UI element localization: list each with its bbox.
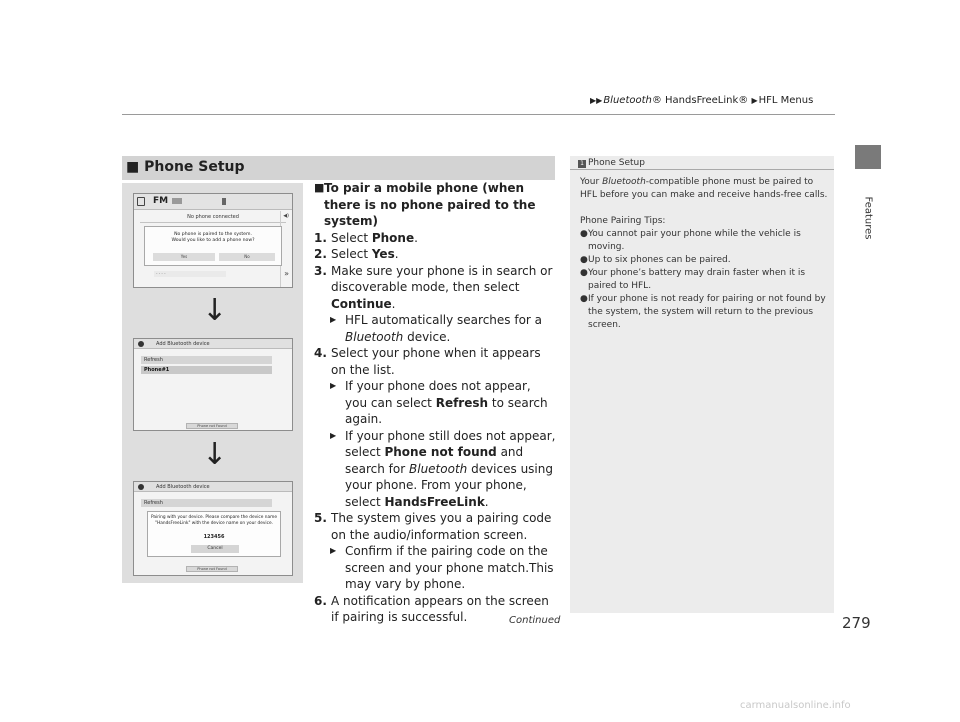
tip-item: ● Up to six phones can be paired. [580,255,731,265]
header-arrows: ▶▶ [590,96,603,105]
phone-list-item[interactable]: Phone#1 [141,366,272,374]
down-arrow-icon: ↓ [202,437,228,472]
result-arrow-icon: ▶ [330,315,337,324]
header-bluetooth: Bluetooth [603,95,652,106]
screen-pairing-code [133,481,293,576]
section-title-bar [122,156,555,180]
result-arrow-icon: ▶ [330,381,337,390]
tip-item: ● Your phone’s battery may drain faster when it is paired to HFL. [580,268,806,291]
note-box [570,156,834,613]
phone-not-found-button[interactable]: Phone not Found [186,423,238,429]
screen-title: Add Bluetooth device [156,484,210,490]
result-arrow-icon: ▶ [330,546,337,555]
step-5: 5. The system gives you a pairing code on the audio/information screen. [314,511,552,542]
page-number: 279 [842,614,871,632]
add-phone-dialog [144,226,282,266]
battery-icon [222,198,226,205]
header-hfl: ® HandsFreeLink® [651,95,749,106]
chapter-label: Features [862,196,874,240]
screen-add-device [133,338,293,431]
chevron-down-icon[interactable]: » [284,269,289,278]
step-3-result: ▶ HFL automatically searches for a Bluetooth device. [330,313,543,344]
continued-label: Continued [509,615,561,626]
screen-header [134,339,292,349]
step-3: 3. Make sure your phone is in search or discoverable mode, then select Continue. [314,263,553,311]
running-header [590,95,813,106]
section-title: ■ Phone Setup [126,159,245,175]
step-4-note-2: ▶ If your phone still does not appear, select Phone not found and search for Bluetooth devices using your phone. From your phone, select HandsFreeLink. [330,428,556,509]
result-arrow-icon: ▶ [330,430,337,440]
instructions [314,180,556,626]
note-divider [570,169,834,170]
step-6: 6. A notification appears on the screen if pairing is successful. [314,593,549,624]
bullet-icon: ● [580,268,588,278]
dialog-message: No phone is paired to the system. Would you like to add a phone now? [171,232,255,243]
header-arrow: ▶ [751,96,758,105]
no-button[interactable]: No [219,253,275,261]
note-icon: 1 [578,160,586,168]
cancel-button[interactable]: Cancel [191,545,239,553]
note-paragraph: Your Bluetooth-compatible phone must be paired to HFL before you can make and receive hands-free calls. [580,177,828,200]
phone-not-found-button[interactable]: Phone not Found [186,566,238,572]
screen-divider [140,222,286,223]
header-rule [122,114,835,115]
refresh-button[interactable]: Refresh [141,356,272,364]
screen-title: Add Bluetooth device [156,341,210,347]
fm-label: FM [153,196,169,206]
note-body [580,176,828,332]
screen-no-phone [133,193,293,288]
pairing-code: 123456 [203,534,225,540]
procedure-heading: ■ To pair a mobile phone (when there is no phone paired to the system) [314,181,536,228]
down-arrow-icon: ↓ [202,293,228,328]
screenshot-column [122,183,303,583]
square-bullet-icon: ■ [314,181,325,194]
watermark: carmanualsonline.info [740,700,851,711]
signal-icon [172,198,182,204]
connection-status: No phone connected [187,214,239,220]
list-placeholder: - - - - [154,271,226,277]
step-1: 1. Select Phone. [314,230,418,245]
tips-title: Phone Pairing Tips: [580,216,666,226]
tip-item: ● If your phone is not ready for pairing or not found by the system, the system will return to the previous screen. [580,294,826,330]
bullet-icon: ● [580,255,588,265]
tip-item: ● You cannot pair your phone while the vehicle is moving. [580,229,801,252]
pairing-dialog [147,511,281,557]
refresh-button[interactable]: Refresh [141,499,272,507]
step-4: 4. Select your phone when it appears on the list. [314,346,541,377]
lock-icon [137,197,145,206]
back-icon[interactable] [138,484,144,490]
bullet-icon: ● [580,294,588,304]
chapter-tab [855,145,881,169]
yes-button[interactable]: Yes [153,253,215,261]
screen-header [134,482,292,492]
step-5-result: ▶ Confirm if the pairing code on the screen and your phone match.This may vary by phone. [330,544,554,591]
screen-status-bar [134,194,292,210]
note-title: 1 Phone Setup [578,158,645,168]
step-4-note-1: ▶ If your phone does not appear, you can select Refresh to search again. [330,379,548,426]
pairing-message: Pairing with your device. Please compare the device name "HandsFreeLink" with the device name on your device. [151,515,277,526]
step-2: 2. Select Yes. [314,247,399,261]
volume-icon: ◀) [283,213,289,219]
header-section: HFL Menus [758,95,814,106]
back-icon[interactable] [138,341,144,347]
bullet-icon: ● [580,229,588,239]
